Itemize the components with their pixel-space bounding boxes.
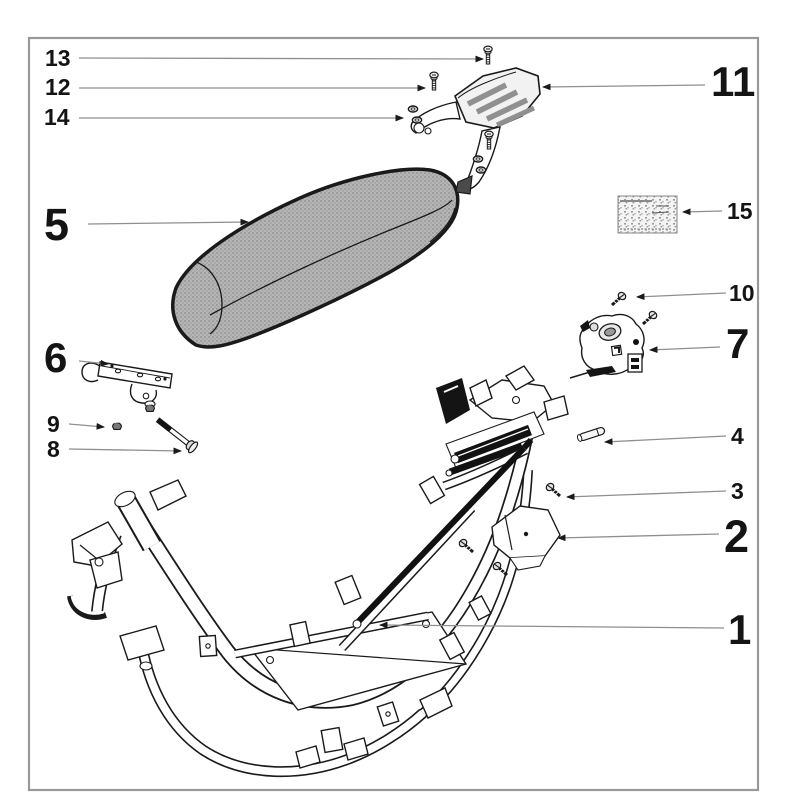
callout-6: 6 [44, 334, 68, 381]
callout-4: 4 [731, 423, 744, 449]
callout-9: 9 [47, 411, 60, 437]
callout-1: 1 [728, 606, 752, 653]
callout-3: 3 [731, 478, 744, 504]
callout-12: 12 [45, 74, 71, 100]
callout-15: 15 [727, 198, 753, 224]
callout-2: 2 [724, 511, 750, 562]
callout-8: 8 [47, 436, 60, 462]
callout-5: 5 [44, 199, 70, 250]
callout-7: 7 [726, 320, 750, 367]
callout-10: 10 [729, 280, 755, 306]
sticker-part-15 [618, 196, 677, 233]
callout-11: 11 [711, 58, 756, 105]
callout-14: 14 [44, 104, 70, 130]
callout-13: 13 [45, 45, 71, 71]
